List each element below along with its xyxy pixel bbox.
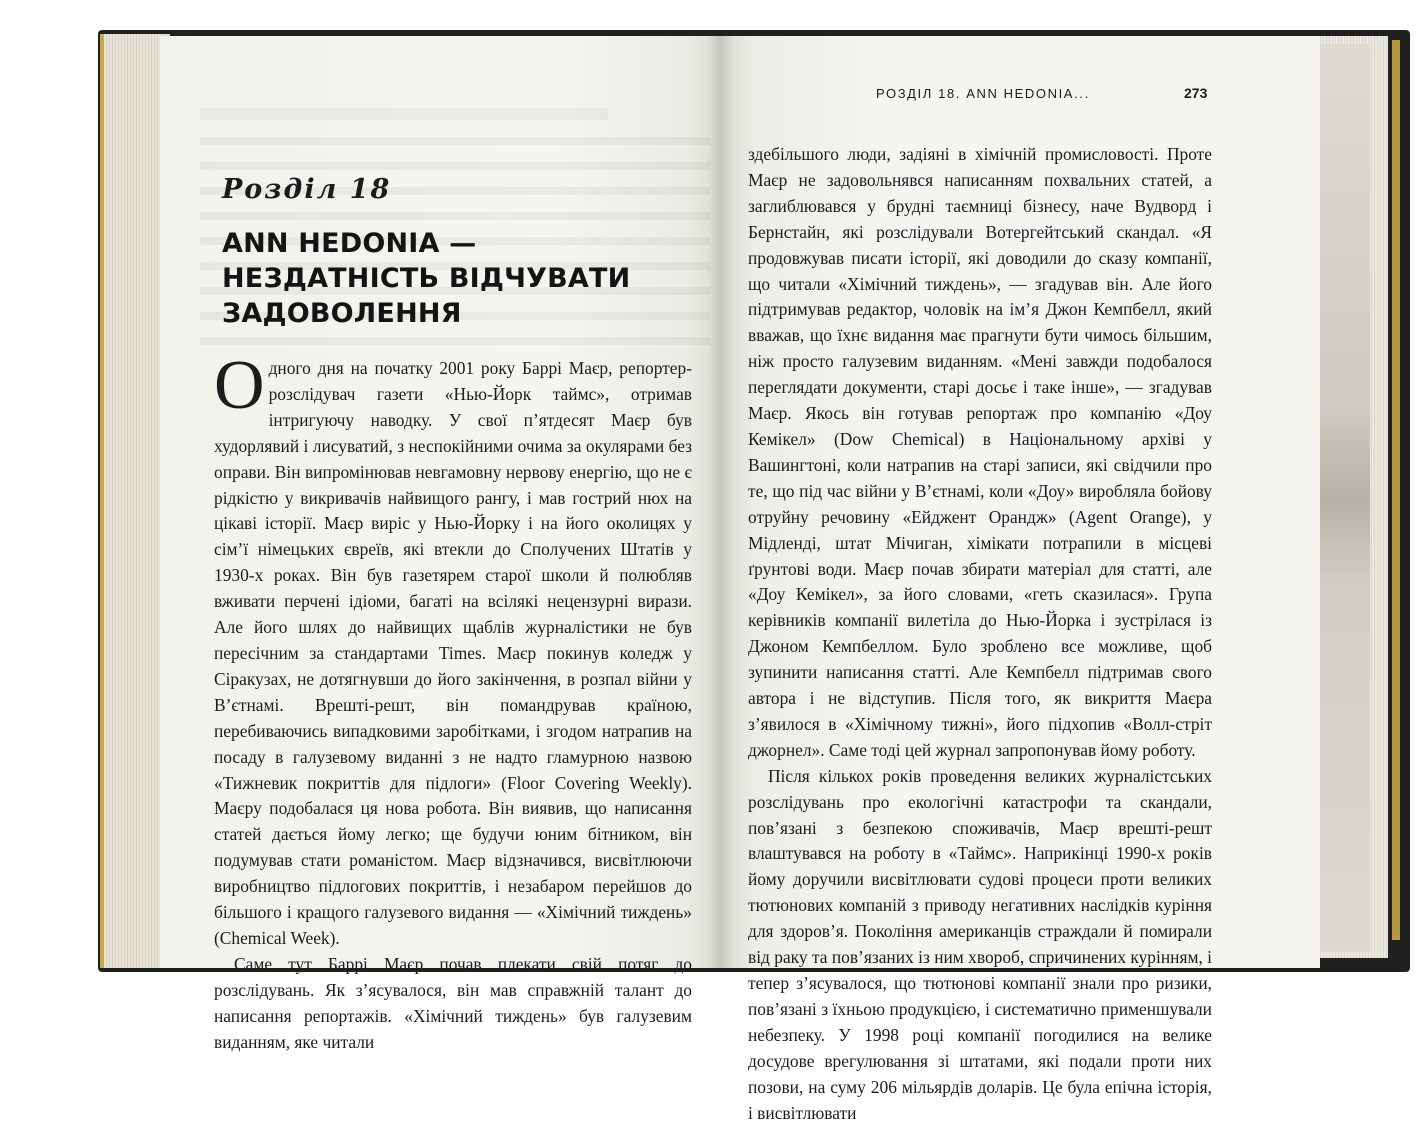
left-page-body — [214, 347, 692, 1055]
right-edge-gilding — [1392, 40, 1400, 940]
chapter-label: Розділ 18 — [222, 174, 392, 205]
paragraph: Саме тут Баррі Маєр почав плекати свій потяг до розслідувань. Як з’ясувалося, він мав справжній талант до написання репортажів. «Хімічний тиждень» був галузевим виданням, яке читали — [214, 953, 692, 1052]
right-page-body — [748, 142, 1212, 1126]
right-edge-shading — [1318, 44, 1370, 952]
paragraph: Після кількох років проведення великих журналістських розслідувань про екологічні катастрофи та скандали, пов’язані з безпекою споживачів, Маєр врешті-решт влаштувався на роботу в «Таймс». Наприкінці 1990-х років йому доручили висвітлювати судові процеси проти великих тютюнових компаній з приводу негативних наслідків куріння для здоров’я. Покоління американців страждали й помирали від раку та пов’язаних із ним хвороб, спричинених курінням, і тепер з’ясувалося, що тютюнові компанії знали про ризики, пов’язані з їхньою продукцією, і систематично применшували небезпеку. У 1998 році компанії погодилися на велике досудове врегулювання зі штатами, які подали проти них позови, на суму 206 мільярдів доларів. Це була епічна історія, і висвітлювати — [748, 765, 1212, 1123]
paragraph: здебільшого люди, задіяні в хімічній промисловості. Проте Маєр не задовольнявся написанням похвальних статей, а заглиблювався у брудні таємниці бізнесу, наче Вудворд і Бернстайн, які розслідували Вотергейтський скандал. «Я продовжував писати історії, які доводили до сказу компанії, що читали «Хімічний тиждень», — згадував він. Але його підтримував редактор, чоловік на ім’я Джон Кемпбелл, який вважав, що їхнє видання має прагнути бути чимось більшим, ніж просто галузевим виданням. «Мені завжди подобалося переглядати документи, старі досьє і таке інше», — згадував Маєр. Якось він готував репортаж про компанію «Доу Кемікел» (Dow Chemical) в Національному архіві у Вашингтоні, коли натрапив на старі записи, які свідчили про те, що під час війни у В’єтнамі, коли «Доу» виробляла бойову отруйну речовину «Ейджент Орандж» (Agent Orange), у Мідленді, штат Мічиган, хімікати потрапили в місцеві ґрунтові води. Маєр почав збирати матеріал для статті, але «Доу Кемікел», за його словами, «геть сказилася». Група керівників компанії вилетіла до Нью-Йорка і зустрілася із Джоном Кемпбеллом. Було зроблено все можливе, щоб зупинити написання статті. Але Кемпбелл підтримав свого автора і не відступив. Після того, як викриття Маєра з’явилося в «Хімічному тижні», його підхопив «Волл-стріт джорнел». Саме тоді цей журнал запропонував йому роботу. — [748, 144, 1212, 760]
paragraph — [214, 347, 692, 952]
paragraph-text: дного дня на початку 2001 року Баррі Маєр, репортер-розслідувач газети «Нью-Йорк таймс», отримав інтригуючу наводку. У свої п’ятдесят Маєр був худорлявий і лисуватий, з неспокійними очима за окулярами без оправи. Він випромінював невгамовну нервову енергію, що не є рідкістю у викривачів найвищого рангу, і мав гострий нюх на цікаві історії. Маєр виріс у Нью-Йорку і на його околицях у сім’ї німецьких євреїв, які втекли до Сполучених Штатів у 1930-х роках. Він був газетярем старої школи й полюбляв вживати перчені ідіоми, багаті на всілякі нецензурні вирази. Але його шлях до найвищих щаблів журналістики не був пересічним за стандартами Times. Маєр покинув коледж у Сіракузах, не дотягнувши до його закінчення, в розпал війни у В’єтнамі. Врешті-решт, він помандрував країною, перебиваючись випадковими заробітками, і згодом натрапив на посаду в галузевому виданні з не надто гламурною назвою «Тижневик покриттів для підлоги» (Floor Covering Weekly). Маєру подобалася ця нова робота. Він виявив, що написання статей дається йому легко; ще будучи юним бітником, він подумував стати романістом. Маєр відзначився, висвітлюючи виробництво підлогових покриттів, і незабаром перейшов до більшого і кращого галузевого видання — «Хімічний тиждень» (Chemical Week). — [214, 358, 692, 948]
page-number: 273 — [1184, 85, 1208, 101]
book-gutter — [708, 36, 734, 968]
drop-cap: О — [214, 347, 265, 424]
chapter-title: ANN HEDONIA — НЕЗДАТНІСТЬ ВІДЧУВАТИ ЗАДОВОЛЕННЯ — [222, 228, 631, 329]
running-head: РОЗДІЛ 18. ANN HEDONIA... — [876, 86, 1090, 101]
